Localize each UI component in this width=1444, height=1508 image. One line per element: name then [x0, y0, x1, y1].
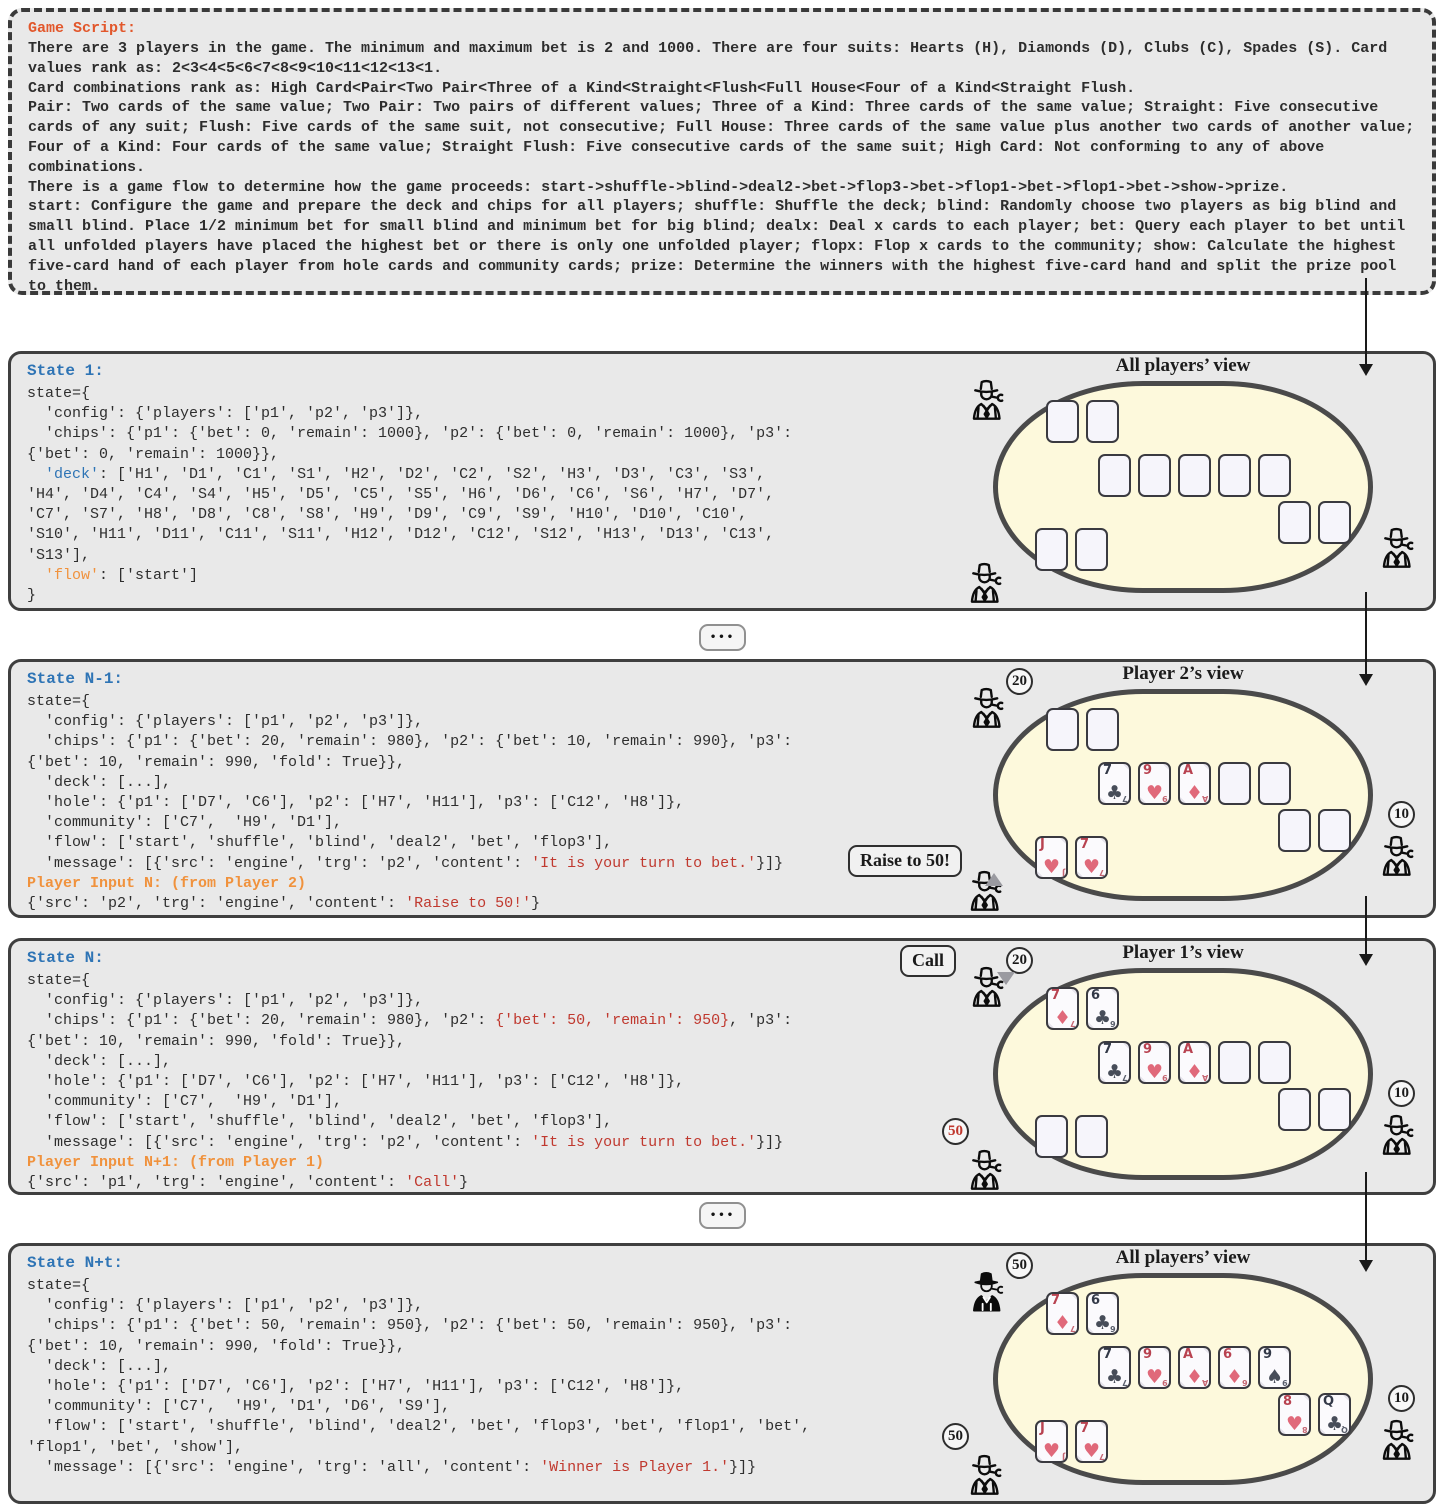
cards-p3	[1278, 1393, 1351, 1436]
state-title: State N+t:	[27, 1254, 124, 1272]
state-n-1-panel	[8, 659, 1436, 918]
bet-badge: 20	[1006, 947, 1033, 974]
state-title: State N:	[27, 949, 104, 967]
card-back	[1218, 1041, 1251, 1084]
card-back	[1218, 454, 1251, 497]
suit-icon: ♥	[1145, 782, 1164, 805]
state-code: state={ 'config': {'players': ['p1', 'p2', 'p3']}, 'chips': {'p1': {'bet': 20, 'remain': 980}, 'p2': {'bet': 50, 'remain': 950}, 'p3': {'bet': 10, 'remain': 990, 'fold': True}}, 'deck': [...], 'hole': {'p1': ['D7', 'C6'], 'p2': ['H7', 'H11'], 'p3': ['C12', 'H8']}, 'community': ['C7', 'H9', 'D1'], 'flow': ['start', 'shuffle', 'blind', 'deal2', 'bet', 'flop3'], 'message': [{'src': 'engine', 'trg': 'p2', 'content': 'It is your turn to bet.'}]} Player Input N+1: (from Player 1) {'src': 'p1', 'trg': 'engine', 'content': 'Call'}	[27, 972, 793, 1192]
card-back	[1278, 809, 1311, 852]
cards-p2	[1035, 1115, 1108, 1158]
script-paragraph: start: Configure the game and prepare the deck and chips for all players; shuffle: Shuffle the deck; blind: Randomly choose two players as big blind and small blind. Place 1/2 minimum bet for small blind and minimum bet for big blind; dealx: Deal x cards to each player; bet: Query each player to bet until all unfolded players have placed the highest bet or there is only one unfolded player; flopx: Flop x cards to the community; show: Calculate the highest five-card hand of each player from hole cards and community cards; prize: Determine the winners with the highest five-card hand and split the prize pool to them.	[28, 198, 1415, 295]
player-hat-icon	[966, 1452, 1008, 1496]
flow-arrow-4	[1365, 1172, 1367, 1260]
script-paragraph: There is a game flow to determine how the game proceeds: start->shuffle->blind->deal2->bet->flop3->bet->flop1->bet->flop1->bet->show->prize.	[28, 178, 1289, 196]
suit-icon: ♣	[1105, 1061, 1124, 1084]
card-back	[1218, 762, 1251, 805]
card-9H: 9 ♥ 9	[1138, 1346, 1171, 1389]
cards-p3	[1278, 1088, 1351, 1131]
game-script-text	[28, 39, 1424, 296]
script-paragraph: Card combinations rank as: High Card<Pair<Two Pair<Three of a Kind<Straight<Flush<Full House<Four of a Kind<Straight Flush.	[28, 79, 1136, 97]
card-back	[1318, 809, 1351, 852]
bet-badge: 10	[1388, 801, 1415, 828]
card-back	[1258, 1041, 1291, 1084]
card-back	[1278, 501, 1311, 544]
player-icon	[966, 1452, 1008, 1496]
suit-icon: ♣	[1093, 1312, 1112, 1335]
game-script-panel	[8, 8, 1436, 295]
card-6D: 6 ♦ 6	[1218, 1346, 1251, 1389]
script-paragraph: Pair: Two cards of the same value; Two Pair: Two pairs of different values; Three of a Kind: Three cards of the same value; Straight: Five consecutive cards of any suit; Flush: Five cards of the same suit, not consecutive; Full House: Three cards of the same value plus another two cards of another value; Four of a Kind: Four cards of the same value; Straight Flush: Five consecutive cards of the same suit; High Card: Not conforming to any of above combinations.	[28, 99, 1424, 176]
player-hat-icon	[1378, 833, 1420, 877]
suit-icon: ♠	[1265, 1366, 1284, 1389]
state-n-panel	[8, 938, 1436, 1195]
card-back	[1318, 1088, 1351, 1131]
player-icon	[1378, 1112, 1420, 1156]
suit-icon: ♣	[1105, 1366, 1124, 1389]
card-back	[1086, 400, 1119, 443]
card-7C: 7 ♣ 7	[1098, 1346, 1131, 1389]
view-title: All players’ view	[1115, 355, 1251, 376]
card-back	[1046, 708, 1079, 751]
cards-p1	[1046, 708, 1119, 751]
card-6C: 6 ♣ 6	[1086, 987, 1119, 1030]
card-JH: J ♥ J	[1035, 836, 1068, 879]
card-back	[1258, 454, 1291, 497]
bet-badge: 50	[1006, 1252, 1033, 1279]
flow-arrow-2	[1365, 592, 1367, 674]
player-hat-icon	[966, 1147, 1008, 1191]
winner-player-icon	[968, 1269, 1010, 1313]
card-AD: A ♦ A	[1178, 1041, 1211, 1084]
suit-icon: ♥	[1042, 856, 1061, 879]
speech-bubble-call: Call	[900, 945, 956, 977]
suit-icon: ♦	[1053, 1007, 1072, 1030]
card-back	[1138, 454, 1171, 497]
player-icon	[968, 964, 1010, 1008]
state-title: State 1:	[27, 362, 104, 380]
card-back	[1046, 400, 1079, 443]
view-title: Player 1’s view	[1122, 942, 1244, 963]
player-icon	[1378, 525, 1420, 569]
cards-p1	[1046, 400, 1119, 443]
suit-icon: ♥	[1082, 856, 1101, 879]
suit-icon: ♣	[1093, 1007, 1112, 1030]
card-QC: Q ♣ Q	[1318, 1393, 1351, 1436]
suit-icon: ♦	[1185, 782, 1204, 805]
state-title: State N-1:	[27, 670, 124, 688]
player-hat-icon	[968, 964, 1010, 1008]
state-code: state={ 'config': {'players': ['p1', 'p2', 'p3']}, 'chips': {'p1': {'bet': 20, 'remain': 980}, 'p2': {'bet': 10, 'remain': 990}, 'p3': {'bet': 10, 'remain': 990, 'fold': True}}, 'deck': [...], 'hole': {'p1': ['D7', 'C6'], 'p2': ['H7', 'H11'], 'p3': ['C12', 'H8']}, 'community': ['C7', 'H9', 'D1'], 'flow': ['start', 'shuffle', 'blind', 'deal2', 'bet', 'flop3'], 'message': [{'src': 'engine', 'trg': 'p2', 'content': 'It is your turn to bet.'}]} Player Input N: (from Player 2) {'src': 'p2', 'trg': 'engine', 'content': 'Raise to 50!'}	[27, 693, 793, 913]
suit-icon: ♣	[1325, 1413, 1344, 1436]
player-icon	[968, 685, 1010, 729]
card-back	[1318, 501, 1351, 544]
speech-pointer-icon	[997, 972, 1015, 985]
cards-p1	[1046, 987, 1119, 1030]
player-icon	[966, 1147, 1008, 1191]
state-code: state={ 'config': {'players': ['p1', 'p2', 'p3']}, 'chips': {'p1': {'bet': 50, 'remain': 950}, 'p2': {'bet': 50, 'remain': 950}, 'p3': {'bet': 10, 'remain': 990, 'fold': True}}, 'deck': [...], 'hole': {'p1': ['D7', 'C6'], 'p2': ['H7', 'H11'], 'p3': ['C12', 'H8']}, 'community': ['C7', 'H9', 'D1', 'D6', 'S9'], 'flow': ['start', 'shuffle', 'blind', 'deal2', 'bet', 'flop3', 'bet', 'flop1', 'bet', 'flop1', 'bet', 'show'], 'message': [{'src': 'engine', 'trg': 'all', 'content': 'Winner is Player 1.'}]}	[27, 1277, 811, 1476]
state-1-view	[960, 354, 1444, 608]
bet-badge: 20	[1006, 668, 1033, 695]
cards-p1	[1046, 1292, 1119, 1335]
card-7D: 7 ♦ 7	[1046, 987, 1079, 1030]
card-7H: 7 ♥ 7	[1075, 836, 1108, 879]
card-back	[1258, 762, 1291, 805]
suit-icon: ♥	[1285, 1413, 1304, 1436]
cards-community	[1098, 1041, 1291, 1084]
suit-icon: ♥	[1082, 1440, 1101, 1463]
card-back	[1075, 528, 1108, 571]
player-icon	[968, 377, 1010, 421]
bet-badge: 50	[942, 1423, 969, 1450]
view-title: All players’ view	[1115, 1247, 1251, 1268]
suit-icon: ♦	[1053, 1312, 1072, 1335]
player-hat-icon	[968, 685, 1010, 729]
card-back	[1178, 454, 1211, 497]
state-n-t-panel	[8, 1243, 1436, 1504]
player-hat-icon	[1378, 525, 1420, 569]
state-n-1-view	[960, 662, 1444, 915]
card-8H: 8 ♥ 8	[1278, 1393, 1311, 1436]
card-AD: A ♦ A	[1178, 1346, 1211, 1389]
view-title: Player 2’s view	[1122, 663, 1244, 684]
card-7H: 7 ♥ 7	[1075, 1420, 1108, 1463]
card-back	[1086, 708, 1119, 751]
card-9S: 9 ♠ 9	[1258, 1346, 1291, 1389]
card-7C: 7 ♣ 7	[1098, 762, 1131, 805]
card-9H: 9 ♥ 9	[1138, 762, 1171, 805]
cards-p2	[1035, 1420, 1108, 1463]
player-hat-winner-icon	[968, 1269, 1010, 1313]
card-9H: 9 ♥ 9	[1138, 1041, 1171, 1084]
card-6C: 6 ♣ 6	[1086, 1292, 1119, 1335]
card-7C: 7 ♣ 7	[1098, 1041, 1131, 1084]
card-7D: 7 ♦ 7	[1046, 1292, 1079, 1335]
suit-icon: ♦	[1185, 1061, 1204, 1084]
cards-p3	[1278, 809, 1351, 852]
card-back	[1035, 528, 1068, 571]
player-hat-icon	[1378, 1417, 1420, 1461]
cards-community	[1098, 762, 1291, 805]
flow-arrow-3	[1365, 896, 1367, 954]
state-1-panel	[8, 351, 1436, 611]
player-hat-icon	[966, 560, 1008, 604]
speech-bubble-raise: Raise to 50!	[848, 845, 962, 877]
card-back	[1098, 454, 1131, 497]
flow-arrow-1	[1365, 278, 1367, 364]
suit-icon: ♦	[1185, 1366, 1204, 1389]
suit-icon: ♥	[1145, 1366, 1164, 1389]
bet-badge: 10	[1388, 1385, 1415, 1412]
card-AD: A ♦ A	[1178, 762, 1211, 805]
bet-badge: 10	[1388, 1080, 1415, 1107]
omitted-states-ellipsis: •••	[699, 624, 746, 651]
speech-pointer-icon	[985, 873, 1003, 886]
cards-p2	[1035, 528, 1108, 571]
player-hat-icon	[1378, 1112, 1420, 1156]
suit-icon: ♥	[1145, 1061, 1164, 1084]
bet-badge: 50	[942, 1118, 969, 1145]
state-n-view	[948, 941, 1444, 1192]
card-back	[1075, 1115, 1108, 1158]
player-hat-icon	[968, 377, 1010, 421]
state-n-t-view	[948, 1246, 1444, 1501]
suit-icon: ♦	[1225, 1366, 1244, 1389]
card-JH: J ♥ J	[1035, 1420, 1068, 1463]
player-icon	[1378, 1417, 1420, 1461]
card-back	[1278, 1088, 1311, 1131]
game-script-title: Game Script:	[28, 20, 137, 37]
state-code: state={ 'config': {'players': ['p1', 'p2', 'p3']}, 'chips': {'p1': {'bet': 0, 'remain': 1000}, 'p2': {'bet': 0, 'remain': 1000}, 'p3': {'bet': 0, 'remain': 1000}}, 'deck': ['H1', 'D1', 'C1', 'S1', 'H2', 'D2', 'C2', 'S2', 'H3', 'D3', 'C3', 'S3', 'H4', 'D4', 'C4', 'S4', 'H5', 'D5', 'C5', 'S5', 'H6', 'D6', 'C6', 'S6', 'H7', 'D7', 'C7', 'S7', 'H8', 'D8', 'C8', 'S8', 'H9', 'D9', 'C9', 'S9', 'H10', 'D10', 'C10', 'S10', 'H11', 'D11', 'C11', 'S11', 'H12', 'D12', 'C12', 'S12', 'H13', 'D13', 'C13', 'S13'], 'flow': ['start'] }	[27, 385, 793, 605]
cards-community	[1098, 1346, 1291, 1389]
player-icon	[1378, 833, 1420, 877]
card-back	[1035, 1115, 1068, 1158]
omitted-states-ellipsis: •••	[699, 1202, 746, 1229]
cards-p3	[1278, 501, 1351, 544]
suit-icon: ♥	[1042, 1440, 1061, 1463]
script-paragraph: There are 3 players in the game. The minimum and maximum bet is 2 and 1000. There are four suits: Hearts (H), Diamonds (D), Clubs (C), Spades (S). Card values rank as: 2<3<4<5<6<7<8<9<10<11<12<13<1.	[28, 40, 1397, 77]
cards-community	[1098, 454, 1291, 497]
player-icon	[966, 560, 1008, 604]
cards-p2	[1035, 836, 1108, 879]
suit-icon: ♣	[1105, 782, 1124, 805]
